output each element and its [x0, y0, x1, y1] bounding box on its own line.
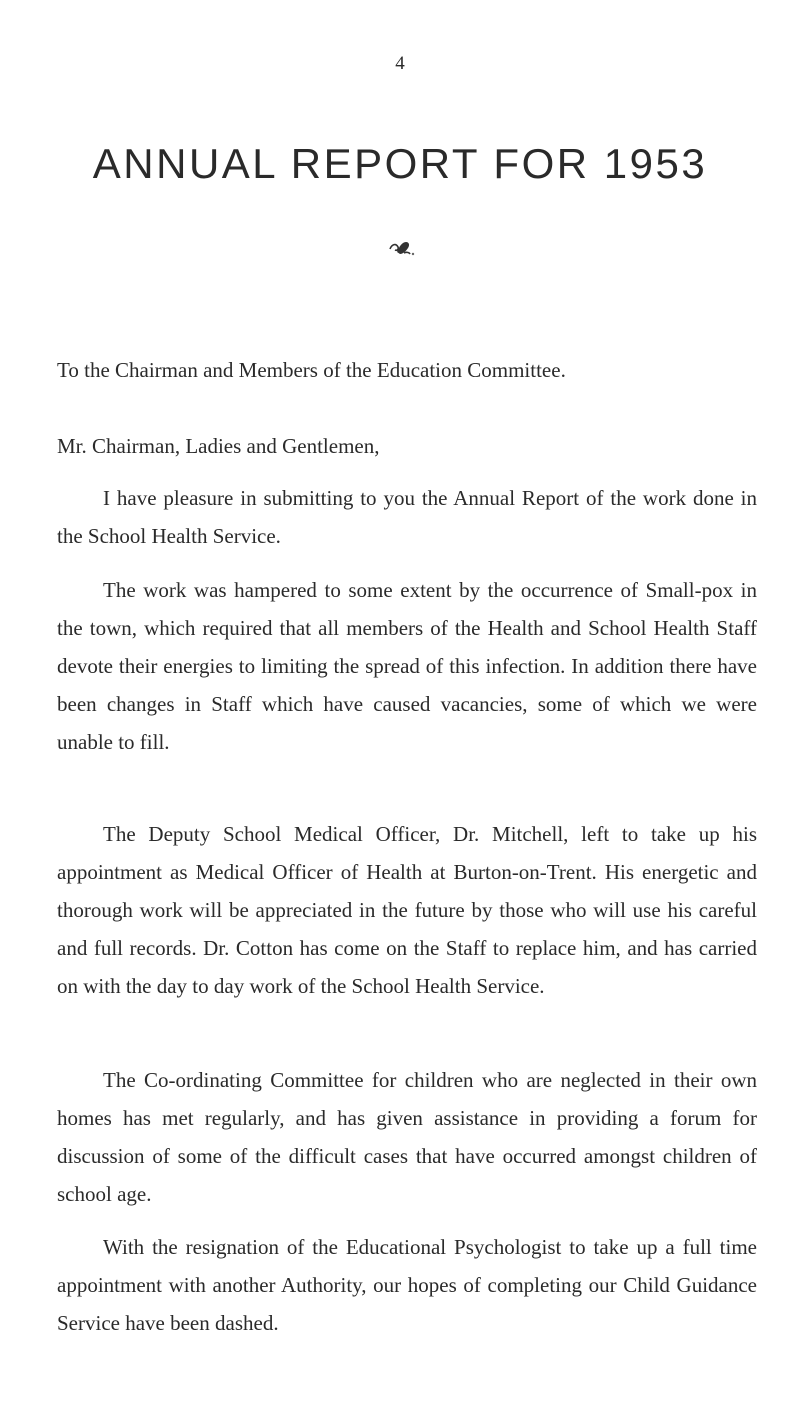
paragraph-report-submission: I have pleasure in submitting to you the Annual Report of the work done in the School Health Service. — [57, 486, 757, 548]
paragraph-psychologist: With the resignation of the Educational Psychologist to take up a full time appointment with another Authority, our hopes of completing our Child Guidance Service have been dashed. — [57, 1235, 757, 1335]
fleuron-ornament-icon — [387, 239, 415, 257]
page-number: 4 — [395, 53, 405, 74]
paragraph-deputy-officer: The Deputy School Medical Officer, Dr. Mitchell, left to take up his appointment as Medical Officer of Health at Burton-on-Trent. His energetic and thorough work will be appreciated in the future by those who will use his careful and full records. Dr. Cotton has come on the Staff to replace him, and has carried on with the day to day work of the School Health Service. — [57, 822, 757, 998]
letter-salutation: Mr. Chairman, Ladies and Gentlemen, — [57, 434, 380, 458]
report-title: ANNUAL REPORT FOR 1953 — [92, 140, 708, 187]
letter-address: To the Chairman and Members of the Education Committee. — [57, 358, 566, 382]
paragraph-smallpox: The work was hampered to some extent by the occurrence of Small-pox in the town, which required that all members of the Health and School Health Staff devote their energies to limiting the spread of this infection. In addition there have been changes in Staff which have caused vacancies, some of which we were unable to fill. — [57, 578, 757, 754]
paragraph-coordinating-committee: The Co-ordinating Committee for children who are neglected in their own homes has met regularly, and has given assistance in providing a forum for discussion of some of the difficult cases that have occurred amongst children of school age. — [57, 1068, 757, 1206]
